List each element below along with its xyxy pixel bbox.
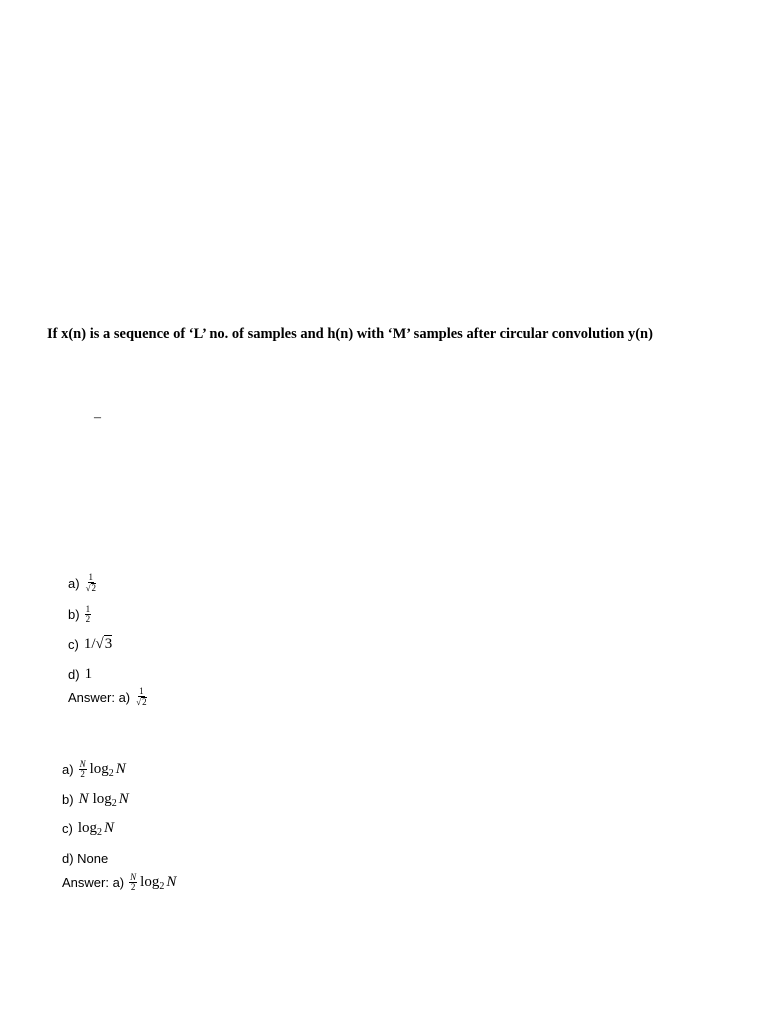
answer-label: Answer: a) bbox=[62, 875, 125, 890]
math-expression: log 2 N bbox=[89, 761, 126, 779]
option-label: c) bbox=[68, 636, 79, 652]
math-expression: log 2 N bbox=[140, 874, 177, 892]
math-expression: log 2 N bbox=[77, 820, 115, 838]
option-label: d) bbox=[68, 667, 80, 682]
option-label: a) bbox=[62, 762, 74, 777]
option-b-2 bbox=[62, 791, 129, 808]
option-label: a) bbox=[68, 575, 80, 591]
fraction: 1 √ 2 bbox=[136, 686, 147, 707]
option-d-2 bbox=[62, 851, 113, 866]
fraction: $\frac{1}{2}$ bbox=[85, 604, 91, 624]
answer-2 bbox=[62, 873, 176, 892]
option-label: d) None bbox=[62, 851, 109, 866]
question-text: If x(n) is a sequence of ‘L’ no. of samples and h(n) with ‘M’ samples after circular convolution y(n) bbox=[47, 326, 653, 342]
stray-dash: – bbox=[94, 410, 101, 425]
answer-label: Answer: a) bbox=[68, 689, 131, 705]
option-label: c) bbox=[62, 821, 73, 836]
math-expression: 1/ √ 3 bbox=[83, 635, 113, 652]
option-label: b) bbox=[62, 792, 74, 807]
option-b-1 bbox=[68, 605, 91, 624]
option-label: b) bbox=[68, 607, 80, 622]
math-expression: 1 bbox=[84, 666, 93, 682]
fraction: $\frac{N}{2}$ bbox=[79, 759, 86, 779]
fraction: $\frac{N}{2}$ bbox=[130, 872, 137, 892]
option-c-2 bbox=[62, 820, 114, 837]
answer-1 bbox=[68, 687, 148, 707]
fraction: 1 √ 2 bbox=[85, 572, 97, 593]
math-expression: N log 2 N bbox=[78, 791, 129, 809]
option-c-1 bbox=[68, 635, 112, 653]
option-a-2 bbox=[62, 760, 126, 779]
option-a-1 bbox=[68, 573, 97, 593]
option-d-1 bbox=[68, 666, 92, 683]
